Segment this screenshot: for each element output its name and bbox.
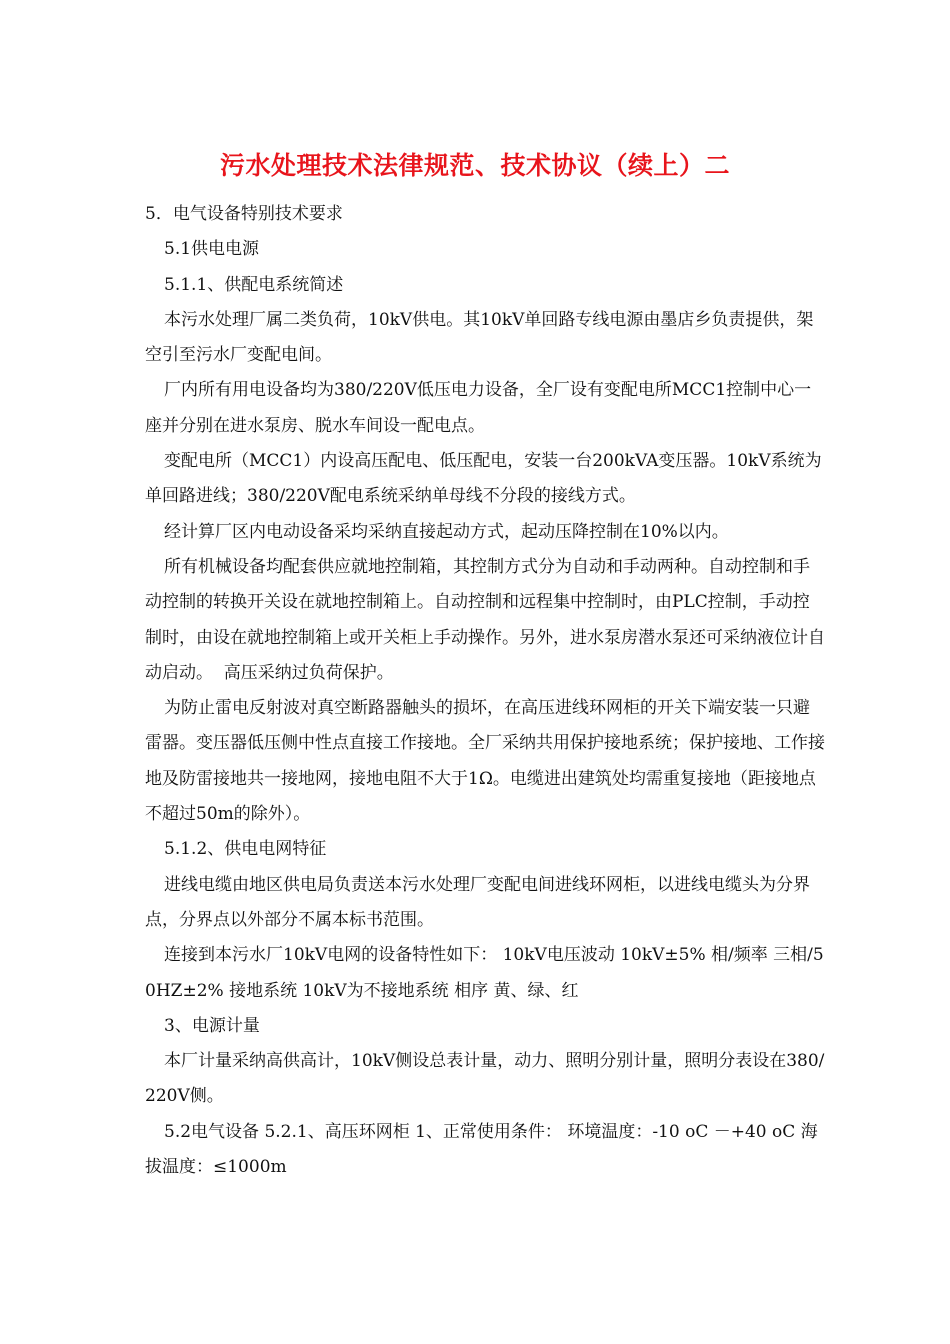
section-heading-5-1: 5.1供电电源 [164,239,260,260]
paragraph-electrical-equipment: 5.2电气设备 5.2.1、高压环网柜 1、正常使用条件： 环境温度：-10 oC －+40 oC 海拔温度：≤1000m [145,1121,818,1178]
paragraph-grid-characteristics: 连接到本污水厂10kV电网的设备特性如下： 10kV电压波动 10kV±5% 相/频率 三相/50HZ±2% 接地系统 10kV为不接地系统 相序 黄、绿、红 [145,945,824,1001]
paragraph-control-boxes: 所有机械设备均配套供应就地控制箱，其控制方式分为自动和手动两种。自动控制和手动控制的转换开关设在就地控制箱上。自动控制和远程集中控制时，由PLC控制，手动控制时，由设在就地控制箱上或开关柜上手动操作。另外，进水泵房潜水泵还可采纳液位计自动启动。 高压采纳过负荷保护。 [145,556,825,683]
section-heading-5-1-2: 5.1.2、供电电网特征 [164,839,327,860]
section-heading-5-1-1: 5.1.1、供配电系统简述 [164,274,344,295]
paragraph-lightning-grounding: 为防止雷电反射波对真空断路器触头的损坏，在高压进线环网柜的开关下端安装一只避雷器。变压器低压侧中性点直接工作接地。全厂采纳共用保护接地系统；保护接地、工作接地及防雷接地共一接地网，接地电阻不大于1Ω。电缆进出建筑处均需重复接地（距接地点不超过50m的除外）。 [145,698,825,825]
paragraph-metering: 本厂计量采纳高供高计，10kV侧设总表计量，动力、照明分别计量，照明分表设在380/220V侧。 [145,1051,825,1107]
paragraph-startup-method: 经计算厂区内电动设备采均采纳直接起动方式，起动压降控制在10%以内。 [164,521,729,542]
document-title: 污水处理技术法律规范、技术协议（续上）二 [219,151,730,180]
document-body [145,197,825,1185]
paragraph-incoming-cable: 进线电缆由地区供电局负责送本污水处理厂变配电间进线环网柜，以进线电缆头为分界点，分界点以外部分不属本标书范围。 [145,874,810,930]
section-heading-metering: 3、电源计量 [164,1015,260,1036]
paragraph-low-voltage-equipment: 厂内所有用电设备均为380/220V低压电力设备，全厂设有变配电所MCC1控制中心一座并分别在进水泵房、脱水车间设一配电点。 [145,380,812,436]
paragraph-substation: 变配电所（MCC1）内设高压配电、低压配电，安装一台200kVA变压器。10kV系统为单回路进线；380/220V配电系统采纳单母线不分段的接线方式。 [145,451,822,507]
section-heading-5: 5．电气设备特别技术要求 [145,204,343,224]
paragraph-power-supply: 本污水处理厂属二类负荷，10kV供电。其10kV单回路专线电源由墨店乡负责提供，架空引至污水厂变配电间。 [145,309,814,366]
